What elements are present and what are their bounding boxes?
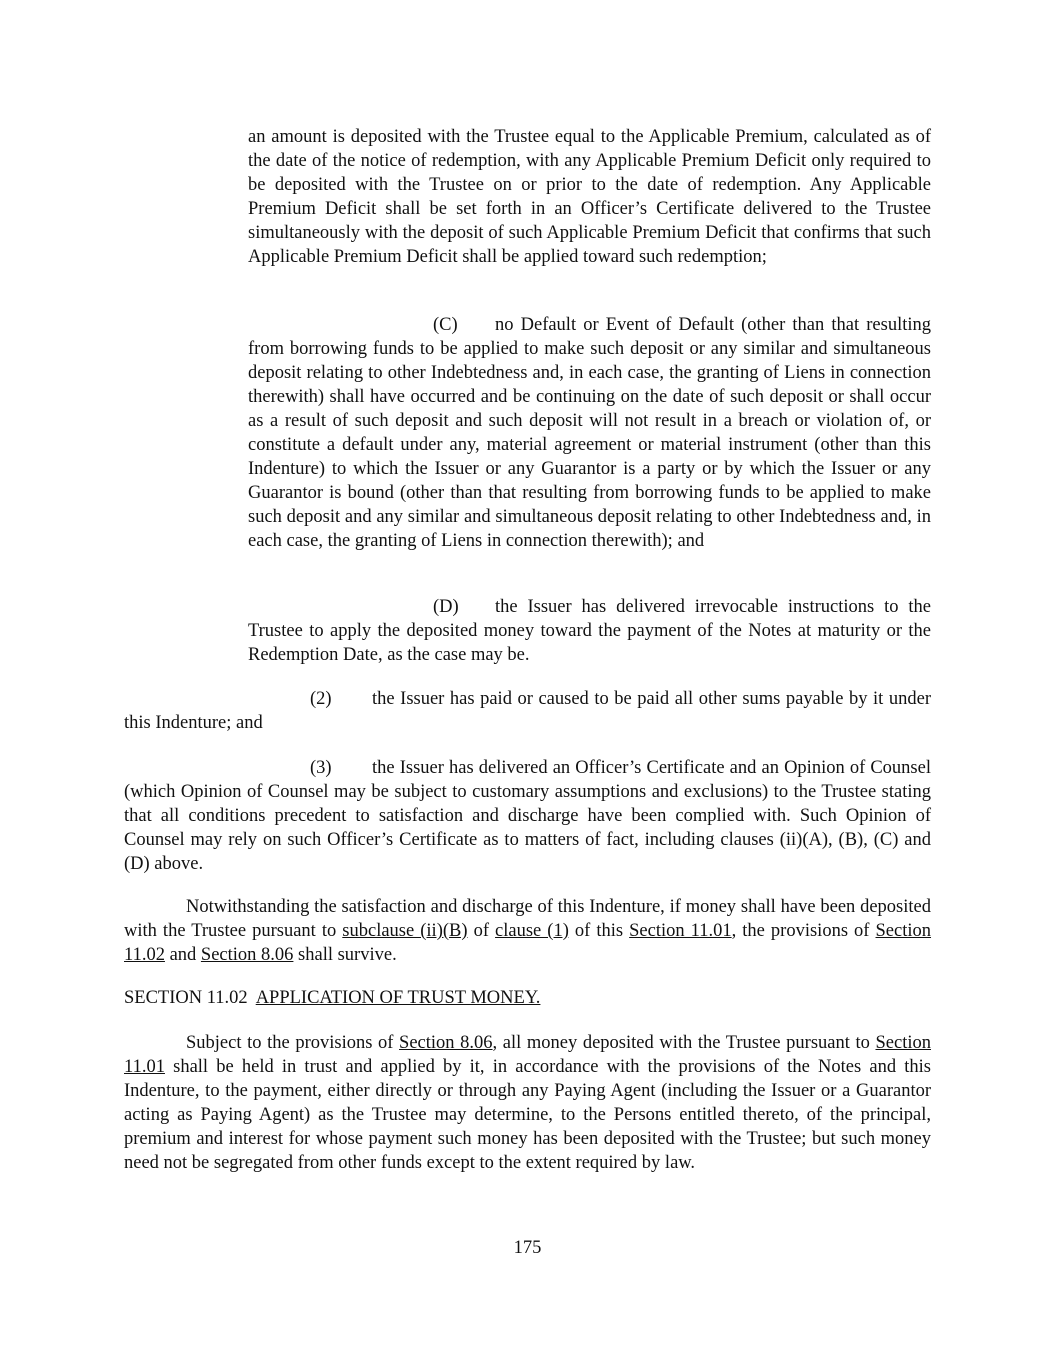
- text-run: , all money deposited with the Trustee pursuant to: [492, 1033, 876, 1053]
- section-title: APPLICATION OF TRUST MONEY.: [255, 988, 541, 1008]
- subclause-ii-b-link[interactable]: subclause (ii)(B): [342, 921, 468, 941]
- text-run: Notwithstanding the satisfaction and discharge of this Indenture, if money shall have been deposited with the Trustee pursuant to: [124, 897, 931, 941]
- section-11-02-link[interactable]: Section 11.02: [124, 921, 932, 965]
- paragraph-applicable-premium: [248, 125, 931, 269]
- paragraph-notwithstanding: [124, 895, 931, 967]
- text-run: shall be held in trust and applied by it, in accordance with the provisions of the Notes and this Indenture, to the payment, either directly or through any Paying Agent (including the Issuer or a Guarantor acting as Paying Agent) as the Trustee may determine, to the Persons entitled thereto, of the principal, premium and interest for whose payment such money has been deposited with the Trustee; but such money need not be segregated from other funds except to the extent required by law.: [124, 1057, 931, 1173]
- text-run: , the provisions of: [731, 921, 876, 941]
- page-number: 175: [513, 1238, 542, 1258]
- text-run: of: [467, 921, 496, 941]
- clause-3-label: (3): [310, 758, 332, 778]
- clause-2: [124, 687, 931, 735]
- section-11-01-link[interactable]: Section 11.01: [629, 921, 732, 941]
- text-run: shall survive.: [293, 945, 397, 965]
- text-run: of this: [568, 921, 630, 941]
- clause-d: [248, 595, 931, 667]
- clause-1-link[interactable]: clause (1): [495, 921, 569, 941]
- section-8-06-link[interactable]: Section 8.06: [200, 945, 294, 965]
- paragraph-application-of-trust-money: [124, 1031, 931, 1175]
- clause-d-text: the Issuer has delivered irrevocable instructions to the Trustee to apply the deposited money toward the payment of the Notes at maturity or the Redemption Date, as the case may be.: [248, 597, 931, 665]
- text-run: Subject to the provisions of: [186, 1033, 400, 1053]
- clause-c: [248, 313, 931, 553]
- clause-2-text: the Issuer has paid or caused to be paid all other sums payable by it under this Indenture; and: [124, 689, 931, 733]
- clause-c-label: (C): [433, 315, 458, 335]
- clause-c-text: no Default or Event of Default (other than that resulting from borrowing funds to be applied to make such deposit or any similar and simultaneous deposit relating to other Indebtedness and, in each case, the granting of Liens in connection therewith) shall have occurred and be continuing on the date of such deposit or shall occur as a result of such deposit and such deposit will not result in a breach or violation of, or constitute a default under any, material agreement or material instrument (other than this Indenture) to which the Issuer or any Guarantor is a party or by which the Issuer or any Guarantor is bound (other than that resulting from borrowing funds to be applied to make such deposit and any similar and simultaneous deposit relating to other Indebtedness and, in each case, the granting of Liens in connection therewith); and: [248, 315, 931, 551]
- text-run: and: [164, 945, 201, 965]
- section-heading: [124, 986, 540, 1010]
- clause-d-label: (D): [433, 597, 459, 617]
- section-11-01-link[interactable]: Section 11.01: [124, 1033, 931, 1077]
- section-number: SECTION 11.02: [124, 988, 248, 1008]
- section-8-06-link[interactable]: Section 8.06: [399, 1033, 493, 1053]
- clause-3: [124, 756, 931, 876]
- paragraph-text: an amount is deposited with the Trustee equal to the Applicable Premium, calculated as of the date of the notice of redemption, with any Applicable Premium Deficit only required to be deposited with the Trustee on or prior to the date of redemption. Any Applicable Premium Deficit shall be set forth in an Officer’s Certificate delivered to the Trustee simultaneously with the deposit of such Applicable Premium Deficit that confirms that such Applicable Premium Deficit shall be applied toward such redemption;: [248, 127, 931, 267]
- clause-2-label: (2): [310, 689, 332, 709]
- clause-3-text: the Issuer has delivered an Officer’s Certificate and an Opinion of Counsel (which Opinion of Counsel may be subject to customary assumptions and exclusions) to the Trustee stating that all conditions precedent to satisfaction and discharge have been complied with. Such Opinion of Counsel may rely on such Officer’s Certificate as to matters of fact, including clauses (ii)(A), (B), (C) and (D) above.: [124, 758, 931, 874]
